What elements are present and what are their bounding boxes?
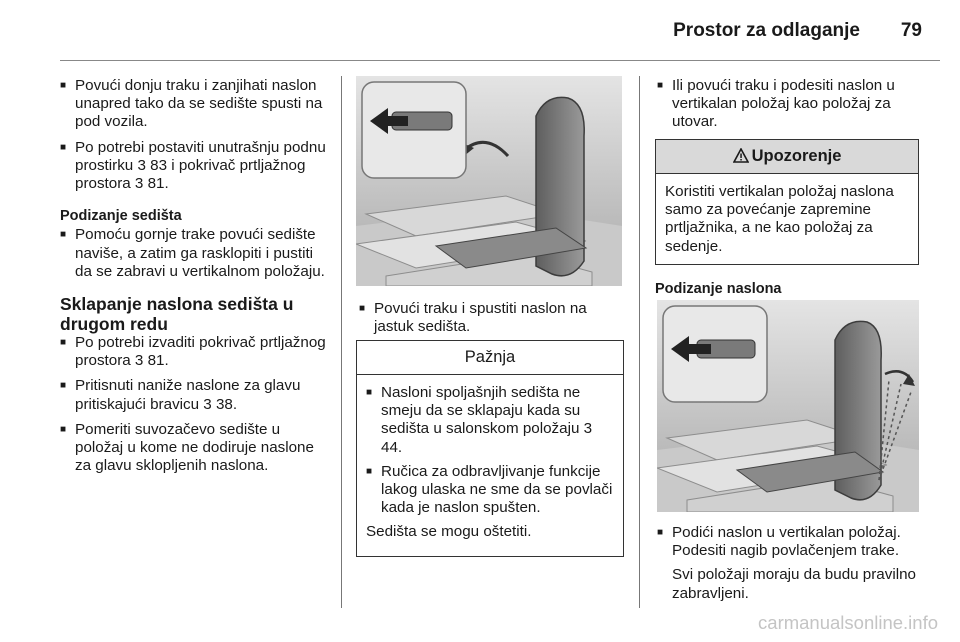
- paragraph: Svi položaji moraju da budu pravilno zabravljeni.: [672, 566, 916, 602]
- watermark: carmanualsonline.info: [758, 612, 938, 633]
- left-column: [60, 77, 330, 482]
- page-number: 79: [900, 20, 922, 41]
- list-item: ■ Ručica za odbravljivanje funkcije lakog ulaska ne sme da se povlači kada je naslon spušten.: [366, 463, 615, 518]
- section-heading-fold-backrest: Sklapanje naslona sedišta u drugom redu: [60, 294, 294, 335]
- list-item: ■ Po potrebi izvaditi pokrivač prtljažnog prostora 3 81.: [60, 334, 330, 370]
- list-item: ■ Povući traku i spustiti naslon na jastuk sedišta.: [359, 300, 625, 336]
- caution-note-title: Pažnja: [357, 341, 623, 375]
- warning-note-header: [656, 140, 918, 174]
- list-item: ■ Nasloni spoljašnjih sedišta ne smeju da se sklapaju kada su sedišta u salonskom položaju 3 44.: [366, 384, 615, 457]
- warning-triangle-icon: [733, 142, 749, 175]
- warning-note-text: Koristiti vertikalan položaj naslona samo za povećanje zapremine prtljažnika, a ne kao položaj za sedenje.: [665, 183, 894, 255]
- right-column-bottom: [657, 524, 927, 609]
- list-item: ■ Pomoću gornje trake povući sedište naviše, a zatim ga rasklopiti i pustiti da se zabravi u vertikalnom položaju.: [60, 226, 330, 281]
- page-title: Prostor za odlaganje: [673, 20, 860, 41]
- header-divider: [60, 60, 940, 61]
- list-item: ■ Po potrebi postaviti unutrašnju podnu prostirku 3 83 i pokrivač prtljažnog prostora 3 81.: [60, 139, 330, 194]
- right-column: [657, 77, 927, 139]
- list-item: ■ Pomeriti suvozačevo sedište u položaj u kome ne dodiruje naslone za glavu sklopljenih naslona.: [60, 421, 330, 476]
- warning-note-title: Upozorenje: [751, 147, 842, 165]
- section-heading-lift-seat: Podizanje sedišta: [60, 208, 182, 225]
- middle-column: [359, 300, 625, 343]
- right-column-heading: [655, 280, 925, 299]
- column-divider-left: [341, 76, 342, 608]
- caution-note-text: Sedišta se mogu oštetiti.: [366, 523, 532, 541]
- list-item: ■ Povući donju traku i zanjihati naslon unapred tako da se sedište spusti na pod vozila.: [60, 77, 330, 132]
- list-item: ■ Ili povući traku i podesiti naslon u vertikalan položaj kao položaj za utovar.: [657, 77, 927, 132]
- list-item: ■ Podići naslon u vertikalan položaj. Podesiti nagib povlačenjem trake.: [657, 524, 927, 560]
- list-item: ■ Pritisnuti naniže naslone za glavu pritiskajući bravicu 3 38.: [60, 377, 330, 413]
- backrest-lift-illustration: [657, 300, 919, 512]
- column-divider-right: [639, 76, 640, 608]
- warning-note: [655, 139, 919, 265]
- section-heading-lift-backrest: Podizanje naslona: [655, 281, 782, 297]
- caution-note: [356, 340, 624, 557]
- seat-fold-illustration: [356, 76, 622, 286]
